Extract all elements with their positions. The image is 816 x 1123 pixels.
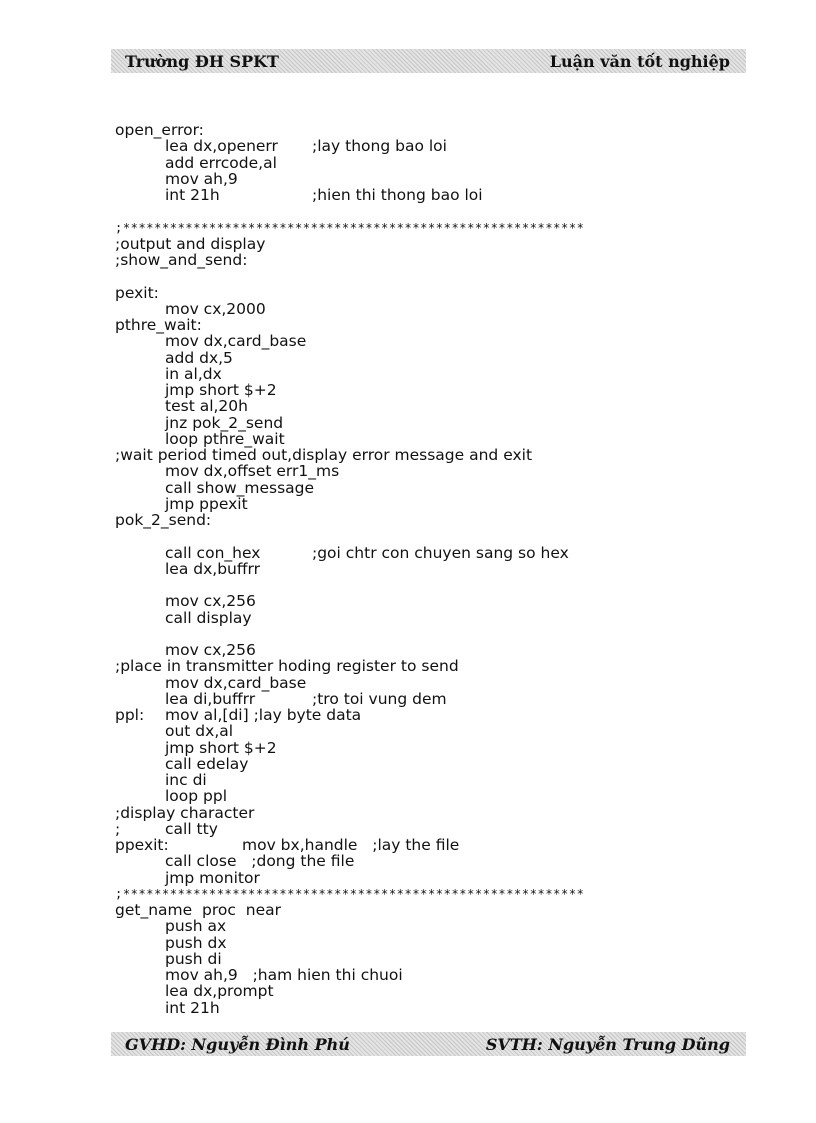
code-line: [115, 853, 735, 869]
code-line: [115, 301, 735, 317]
code-instruction: jmp monitor: [165, 868, 260, 887]
code-line: [115, 983, 735, 999]
blank-line: [115, 203, 735, 219]
page-footer: [111, 1032, 746, 1056]
blank-line: [115, 268, 735, 284]
code-instruction: jmp ppexit: [165, 494, 248, 513]
code-line: [115, 447, 735, 463]
code-instruction: test al,20h: [165, 397, 248, 416]
code-instruction: inc di: [165, 771, 207, 789]
code-line: [115, 545, 735, 561]
code-line: [115, 967, 735, 983]
code-line: [115, 431, 735, 447]
code-instruction: push ax: [165, 917, 227, 936]
code-instruction: lea dx,buffrr: [165, 559, 261, 578]
code-label: ppexit:: [115, 836, 169, 854]
code-label: pthre_wait:: [115, 316, 202, 334]
code-label: pexit:: [115, 283, 159, 302]
code-label: ;output and display: [115, 234, 266, 253]
code-line: [115, 496, 735, 512]
header-doc-type: Luận văn tốt nghiệp: [549, 52, 730, 71]
separator-line: [115, 220, 735, 236]
code-instruction: int 21h: [165, 186, 220, 204]
code-instruction: jmp short $+2: [165, 381, 277, 399]
code-instruction: mov cx,2000: [165, 299, 266, 318]
footer-advisor: GVHD: Nguyễn Đình Phú: [125, 1035, 350, 1054]
code-line: [115, 285, 735, 301]
code-line: [115, 187, 735, 203]
code-line: [115, 236, 735, 252]
code-separator: ;***********************************************************: [115, 886, 585, 901]
header-school: Trường ĐH SPKT: [125, 52, 279, 71]
code-line: [115, 707, 735, 723]
code-line: [115, 382, 735, 398]
code-line: [115, 333, 735, 349]
code-instruction: int 21h: [165, 998, 220, 1017]
code-line: [115, 918, 735, 934]
code-label: open_error:: [115, 121, 204, 139]
code-line: [115, 252, 735, 268]
blank-line: [115, 577, 735, 593]
code-line: [115, 951, 735, 967]
code-line: [115, 740, 735, 756]
code-instruction: call display: [165, 608, 252, 627]
code-instruction: loop ppl: [165, 787, 228, 806]
code-instruction: mov dx,offset err1_ms: [165, 462, 340, 481]
code-line: [115, 171, 735, 187]
code-instruction: jnz pok_2_send: [165, 413, 284, 432]
code-instruction: call tty: [165, 819, 218, 838]
code-instruction: loop pthre_wait: [165, 429, 285, 448]
code-instruction: mov bx,handle ;lay the file: [242, 836, 460, 854]
page-header: [111, 49, 746, 73]
code-line: [115, 723, 735, 739]
code-line: [115, 415, 735, 431]
code-line: [115, 837, 735, 853]
code-line: [115, 463, 735, 479]
code-line: [115, 642, 735, 658]
footer-student: SVTH: Nguyễn Trung Dũng: [485, 1035, 730, 1054]
code-line: [115, 902, 735, 918]
code-instruction: lea dx,openerr: [165, 137, 278, 156]
code-instruction: in al,dx: [165, 364, 222, 383]
code-instruction: mov ah,9: [165, 169, 238, 188]
code-line: [115, 691, 735, 707]
code-line: [115, 366, 735, 382]
code-line: [115, 398, 735, 414]
code-label: get_name proc near: [115, 901, 281, 919]
code-line: [115, 122, 735, 138]
separator-line: [115, 886, 735, 902]
code-label: ;wait period timed out,display error message and exit: [115, 446, 533, 464]
code-instruction: mov cx,256: [165, 592, 256, 611]
code-instruction: push di: [165, 949, 222, 968]
code-label: ;: [115, 819, 121, 838]
code-label: pok_2_send:: [115, 511, 212, 529]
code-line: [115, 593, 735, 609]
code-instruction: call show_message: [165, 478, 315, 497]
code-label: ppl:: [115, 706, 145, 724]
code-line: [115, 756, 735, 772]
code-instruction: mov cx,256: [165, 641, 256, 659]
code-line: [115, 155, 735, 171]
code-line: [115, 935, 735, 951]
code-instruction: call con_hex: [165, 543, 261, 562]
code-instruction: push dx: [165, 933, 227, 952]
code-comment: ;goi chtr con chuyen sang so hex: [312, 543, 569, 562]
code-line: [115, 788, 735, 804]
code-line: [115, 610, 735, 626]
code-instruction: lea di,buffrr: [165, 689, 256, 708]
code-line: [115, 480, 735, 496]
code-line: [115, 138, 735, 154]
code-line: [115, 350, 735, 366]
code-line: [115, 317, 735, 333]
code-label: ;display character: [115, 803, 255, 822]
code-instruction: call close ;dong the file: [165, 852, 355, 871]
code-line: [115, 561, 735, 577]
code-line: [115, 1000, 735, 1016]
code-instruction: mov dx,card_base: [165, 673, 307, 692]
code-comment: ;hien thi thong bao loi: [312, 186, 483, 204]
code-instruction: mov dx,card_base: [165, 332, 307, 351]
code-instruction: lea dx,prompt: [165, 982, 274, 1001]
code-line: [115, 675, 735, 691]
code-line: [115, 821, 735, 837]
blank-line: [115, 528, 735, 544]
code-instruction: call edelay: [165, 754, 249, 773]
code-line: [115, 870, 735, 886]
code-instruction: mov al,[di] ;lay byte data: [165, 706, 362, 724]
code-line: [115, 512, 735, 528]
code-label: ;show_and_send:: [115, 251, 248, 269]
code-comment: ;lay thong bao loi: [312, 137, 447, 156]
code-instruction: mov ah,9 ;ham hien thi chuoi: [165, 966, 403, 984]
code-line: [115, 772, 735, 788]
code-line: [115, 805, 735, 821]
code-line: [115, 658, 735, 674]
code-instruction: add errcode,al: [165, 153, 277, 172]
code-label: ;place in transmitter hoding register to send: [115, 657, 459, 676]
code-instruction: jmp short $+2: [165, 738, 277, 757]
code-comment: ;tro toi vung dem: [312, 689, 447, 708]
code-instruction: add dx,5: [165, 348, 233, 367]
code-separator: ;***********************************************************: [115, 220, 585, 235]
code-listing: [115, 122, 735, 1016]
code-instruction: out dx,al: [165, 722, 234, 741]
blank-line: [115, 626, 735, 642]
